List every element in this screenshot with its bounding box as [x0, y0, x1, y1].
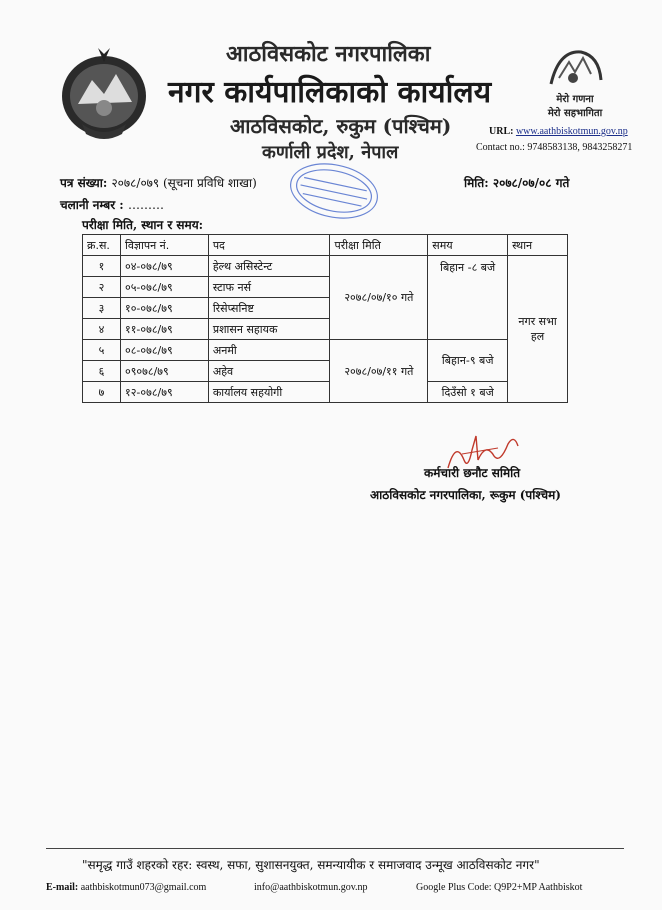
office-stamp	[286, 160, 382, 222]
cell-sn: ६	[83, 361, 121, 382]
office-address: आठविसकोट, रुकुम (पश्चिम)	[230, 114, 452, 138]
cell-time-3: दिउँसो १ बजे	[428, 382, 508, 403]
header-ad-number: विज्ञापन नं.	[120, 235, 208, 256]
header-time: समय	[428, 235, 508, 256]
dispatch-label: चलानी नम्बर :	[60, 198, 124, 212]
email-address[interactable]: aathbiskotmun073@gmail.com	[80, 882, 207, 893]
municipality-name: आठविसकोट नगरपालिका	[226, 41, 431, 67]
footer-email-2[interactable]: info@aathbiskotmun.gov.np	[254, 882, 368, 893]
reference-label: पत्र संख्या:	[60, 176, 108, 190]
cell-post: अनमी	[208, 340, 330, 361]
cell-post: अहेव	[208, 361, 330, 382]
email-label: E-mail:	[46, 882, 79, 893]
table-row	[83, 382, 568, 403]
province-name: कर्णाली प्रदेश, नेपाल	[262, 142, 399, 163]
cell-exam-date-2: २०७८/०७/११ गते	[330, 340, 428, 403]
header-sn: क्र.स.	[83, 235, 121, 256]
dispatch-number	[60, 196, 164, 213]
census-campaign-logo	[543, 44, 607, 126]
cell-ad-number: ०४-०७८/७९	[120, 256, 208, 277]
municipality-slogan: "समृद्ध गाउँ शहरको रहर: स्वस्थ, सफा, सुशासनयुक्त, समन्यायीक र समाजवाद उन्मूख आठविसकोट नगर"	[82, 858, 540, 872]
office-name: नगर कार्यपालिकाको कार्यालय	[168, 75, 492, 110]
cell-ad-number: १०-०७८/७९	[120, 298, 208, 319]
header-post: पद	[208, 235, 330, 256]
cell-post: हेल्थ असिस्टेन्ट	[208, 256, 330, 277]
contact-numbers: Contact no.: 9748583138, 9843258271	[476, 142, 633, 153]
nepal-emblem-logo	[58, 44, 150, 142]
committee-org: आठविसकोट नगरपालिका, रूकुम (पश्चिम)	[370, 488, 561, 502]
table-row	[83, 256, 568, 277]
cell-sn: ४	[83, 319, 121, 340]
footer-divider	[46, 848, 624, 849]
header-venue: स्थान	[508, 235, 568, 256]
dispatch-value: ………	[127, 198, 164, 212]
cell-sn: १	[83, 256, 121, 277]
cell-exam-date-1: २०७८/०७/१० गते	[330, 256, 428, 340]
cell-sn: ७	[83, 382, 121, 403]
campaign-line-2: मेरो सहभागिता	[547, 108, 603, 119]
cell-post: रिसेप्सनिष्ट	[208, 298, 330, 319]
table-row	[83, 340, 568, 361]
footer-email	[46, 882, 206, 893]
cell-time-1: बिहान -८ बजे	[428, 256, 508, 340]
cell-sn: ५	[83, 340, 121, 361]
cell-time-2: बिहान-९ बजे	[428, 340, 508, 382]
url-label: URL:	[489, 126, 514, 137]
footer-plus-code: Google Plus Code: Q9P2+MP Aathbiskot	[416, 882, 583, 893]
cell-post: स्टाफ नर्स	[208, 277, 330, 298]
cell-sn: २	[83, 277, 121, 298]
exam-schedule-table	[82, 234, 568, 403]
cell-ad-number: ०८-०७८/७९	[120, 340, 208, 361]
cell-ad-number: १२-०७८/७९	[120, 382, 208, 403]
cell-ad-number: ०५-०७८/७९	[120, 277, 208, 298]
header-exam-date: परीक्षा मिति	[330, 235, 428, 256]
campaign-line-1: मेरो गणना	[556, 94, 594, 105]
cell-ad-number: ०९०७८/७९	[120, 361, 208, 382]
website-line	[489, 126, 628, 137]
cell-sn: ३	[83, 298, 121, 319]
table-header-row	[83, 235, 568, 256]
letter-date: मिति: २०७८/०७/०८ गते	[464, 176, 570, 190]
cell-venue: नगर सभा हल	[508, 256, 568, 403]
reference-value: २०७८/०७९ (सूचना प्रविधि शाखा)	[111, 176, 257, 190]
cell-post: प्रशासन सहायक	[208, 319, 330, 340]
website-link[interactable]: www.aathbiskotmun.gov.np	[515, 126, 628, 137]
section-title: परीक्षा मिति, स्थान र समय:	[82, 218, 204, 232]
committee-name: कर्मचारी छनौट समिति	[424, 466, 521, 480]
reference-number	[60, 174, 257, 191]
cell-post: कार्यालय सहयोगी	[208, 382, 330, 403]
cell-ad-number: ११-०७८/७९	[120, 319, 208, 340]
